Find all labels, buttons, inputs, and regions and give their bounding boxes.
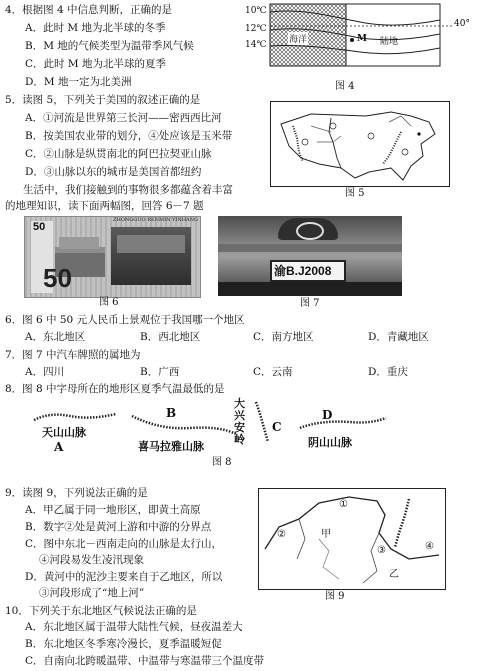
region-a-label: A: [54, 440, 64, 454]
city-dot: [417, 132, 420, 135]
q6-stem: 6．图 6 中 50 元人民币上景观位于我国哪一个地区: [5, 314, 245, 326]
q9-option-b: B．数字②处是黄河上游和中游的分界点: [25, 521, 212, 533]
q4-option-b: B．M 地的气候类型为温带季风气候: [25, 40, 194, 52]
yinshan-label: 阴山山脉: [308, 436, 352, 449]
marker-4-label: ④: [425, 541, 434, 552]
dxal-line: [256, 402, 268, 442]
q8-stem: 8．图 8 中字母所在的地形区夏季气温最低的是: [5, 383, 225, 395]
q4-stem: 4．根据图 4 中信息判断，正确的是: [5, 4, 173, 16]
q7-option-d: D．重庆: [368, 366, 408, 378]
usa-outline: [281, 112, 435, 180]
q7-stem: 7．图 7 中汽车牌照的属地为: [5, 349, 141, 361]
q9-option-c: C．图中东北－西南走向的山脉是太行山，: [25, 538, 223, 550]
q6-option-c: C．南方地区: [253, 331, 314, 343]
figure-9-caption: 图 9: [325, 591, 345, 602]
figure-5-caption: 图 5: [345, 188, 365, 199]
figure-4: [240, 2, 490, 92]
point-m-label: M: [357, 34, 367, 44]
q5-option-a: A．①河流是世界第三长河——密西西比河: [25, 112, 222, 124]
figure-6-caption: 图 6: [99, 297, 119, 308]
land-label: 陆地: [380, 37, 399, 47]
q5-stem: 5．读图 5，下列关于美国的叙述正确的是: [5, 94, 201, 106]
yinshan-line: [300, 418, 386, 428]
intro-line-1: 生活中，我们接触到的事物很多都蕴含着丰富: [23, 184, 233, 196]
region-d-label: D: [322, 408, 333, 422]
figure-6-banknote: [24, 216, 201, 298]
figure-8-caption: 图 8: [212, 457, 232, 468]
yellow-river: [265, 497, 439, 559]
q10-stem: 10．下列关于东北地区气候说法正确的是: [5, 605, 197, 617]
q9-option-c-cont: ④河段易发生凌汛现象: [39, 554, 144, 566]
banknote-bank-name: ZHONGGUO RENMIN YINHANG: [113, 217, 199, 223]
himalaya-line: [132, 416, 236, 434]
q4-option-a: A．此时 M 地为北半球的冬季: [25, 22, 166, 34]
ocean-label: 海洋: [288, 32, 308, 45]
region-c-label: C: [272, 420, 282, 434]
tianshan-line: [34, 414, 116, 420]
himalaya-label: 喜马拉雅山脉: [138, 440, 204, 453]
q5-option-d: D．③山脉以东的城市是美国首都纽约: [25, 166, 202, 178]
q9-option-a: A．甲乙属于同一地形区，即黄土高原: [25, 504, 201, 516]
region-jia-label: 甲: [321, 529, 331, 540]
isotherm-12-label: 12℃: [245, 24, 267, 34]
q9-option-d-cont: ③河段形成了“地上河”: [39, 587, 145, 599]
latitude-label: 40°: [454, 19, 470, 29]
boundary-line: [319, 539, 339, 579]
q9-option-d: D．黄河中的泥沙主要来自于乙地区，所以: [25, 571, 223, 583]
figure-7-car-photo: [218, 216, 402, 296]
q10-option-c: C．自南向北跨暖温带、中温带与寒温带三个温度带: [25, 655, 265, 667]
marker-1-label: ①: [339, 499, 348, 510]
banknote-denomination-large: 50: [43, 263, 72, 293]
q6-option-b: B．西北地区: [140, 331, 201, 343]
usa-map: [271, 102, 449, 186]
q5-option-c: C．②山脉是纵贯南北的阿巴拉契亚山脉: [25, 148, 212, 160]
q5-option-b: B．按美国农业带的划分，④处应该是玉米带: [25, 130, 233, 142]
figure-5: [270, 101, 450, 187]
figure-7-caption: 图 7: [300, 298, 320, 309]
tianshan-label: 天山山脉: [42, 426, 86, 439]
region-b-label: B: [166, 406, 177, 420]
taihang-mountains: [395, 499, 409, 547]
q7-option-b: B．广西: [140, 366, 180, 378]
figure-4-caption: 图 4: [335, 81, 355, 92]
q4-option-d: D．M 地一定为北美洲: [25, 76, 132, 88]
isotherm-10-label: 10℃: [245, 6, 267, 16]
intro-line-2: 的地理知识，读下面两幅图，回答 6－7 题: [5, 200, 204, 212]
figure-8-mountains: [20, 398, 480, 458]
point-m: [350, 38, 354, 42]
figure-8: [20, 398, 480, 470]
tributary-west: [297, 519, 305, 559]
region-yi-label: 乙: [389, 569, 399, 580]
q10-option-b: B．东北地区冬季寒冷漫长，夏季温暖短促: [25, 638, 222, 650]
q6-option-d: D．青藏地区: [368, 331, 429, 343]
q4-option-c: C．此时 M 地为北半球的夏季: [25, 58, 166, 70]
banknote-denomination-top: 50: [33, 221, 46, 233]
q9-stem: 9．读图 9，下列说法正确的是: [5, 487, 148, 499]
q7-option-c: C．云南: [253, 366, 293, 378]
q10-option-a: A．东北地区属于温带大陆性气候，昼夜温差大: [25, 621, 243, 633]
license-plate: 渝B.J2008: [274, 264, 332, 278]
q6-option-a: A．东北地区: [25, 331, 86, 343]
dxal-label: 大兴安岭: [234, 397, 245, 446]
yellow-river-map: [259, 489, 445, 589]
tributary: [363, 533, 379, 583]
figure-9: [258, 488, 446, 590]
q7-option-a: A．四川: [25, 366, 65, 378]
isotherm-14-label: 14℃: [245, 40, 267, 50]
marker-3-label: ③: [377, 545, 386, 556]
marker-2-label: ②: [277, 529, 286, 540]
